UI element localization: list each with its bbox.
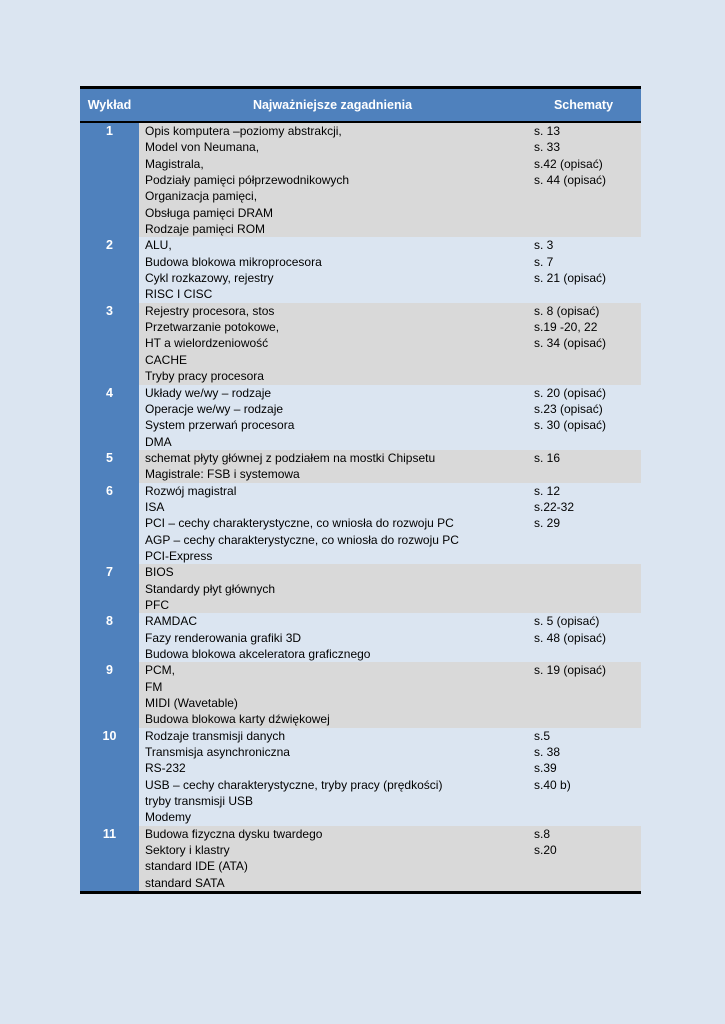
table-row xyxy=(80,564,641,613)
scheme-line: s. 13 xyxy=(534,124,561,138)
table-row xyxy=(80,613,641,662)
scheme-line: s. 3 xyxy=(534,238,554,253)
schemes-cell xyxy=(526,237,641,302)
topic-line: Rozwój magistral xyxy=(145,483,237,498)
table-row xyxy=(80,826,641,891)
scheme-line: s.22-32 xyxy=(534,499,575,514)
scheme-line: s. 34 (opisać) xyxy=(534,336,607,351)
topic-line: RS-232 xyxy=(145,761,186,776)
lecture-number: 1 xyxy=(80,123,139,237)
header-schemes: Schematy xyxy=(553,98,614,112)
topic-line: CACHE xyxy=(145,352,188,367)
topic-line: Rodzaje pamięci ROM xyxy=(145,222,266,237)
topic-line: ALU, xyxy=(145,238,172,253)
schemes-cell xyxy=(526,728,641,826)
schemes-cell xyxy=(526,483,641,565)
topic-line: Operacje we/wy – rodzaje xyxy=(145,401,284,416)
scheme-line: s. 30 (opisać) xyxy=(534,418,607,433)
table-row xyxy=(80,385,641,450)
lecture-number: 3 xyxy=(80,303,139,385)
scheme-line: s. 12 xyxy=(534,483,561,498)
scheme-line: s. 38 xyxy=(534,745,561,760)
schemes-cell xyxy=(526,123,641,237)
topic-line: DMA xyxy=(145,434,172,449)
schemes-cell xyxy=(526,662,641,727)
topic-line: System przerwań procesora xyxy=(145,418,295,433)
topic-line: Magistrala, xyxy=(145,156,204,171)
table-header xyxy=(80,89,641,123)
header-lecture: Wykład xyxy=(87,98,132,112)
lecture-number: 11 xyxy=(80,826,139,891)
scheme-line: s.23 (opisać) xyxy=(534,401,603,416)
lecture-number: 9 xyxy=(80,662,139,727)
header-topics: Najważniejsze zagadnienia xyxy=(252,98,413,112)
table-body xyxy=(80,123,641,891)
topic-line: PCI – cechy charakterystyczne, co wniosła do rozwoju PC xyxy=(145,516,454,531)
topics-cell xyxy=(139,450,526,483)
topics-cell xyxy=(139,303,526,385)
scheme-line: s.40 b) xyxy=(534,777,571,792)
topic-line: HT a wielordzeniowość xyxy=(145,336,269,351)
lecture-number: 5 xyxy=(80,450,139,483)
topic-line: Budowa blokowa mikroprocesora xyxy=(145,254,322,269)
scheme-line: s. 16 xyxy=(534,450,561,465)
lecture-number: 10 xyxy=(80,728,139,826)
topic-line: Opis komputera –poziomy abstrakcji, xyxy=(145,124,342,138)
scheme-line: s.39 xyxy=(534,761,557,776)
topic-line: Budowa blokowa akceleratora graficznego xyxy=(145,647,371,661)
scheme-line: s. 44 (opisać) xyxy=(534,173,607,188)
topics-cell xyxy=(139,385,526,450)
scheme-line: s. 19 (opisać) xyxy=(534,663,607,678)
topic-line: standard SATA xyxy=(145,875,225,890)
topics-cell xyxy=(139,564,526,613)
scheme-line: s.20 xyxy=(534,843,557,858)
topics-cell xyxy=(139,237,526,302)
schemes-cell xyxy=(526,613,641,662)
topic-line: Standardy płyt głównych xyxy=(145,581,276,596)
table-row xyxy=(80,662,641,727)
schemes-cell xyxy=(526,826,641,891)
topics-cell xyxy=(139,662,526,727)
topics-cell xyxy=(139,613,526,662)
table-row xyxy=(80,123,641,237)
lecture-number: 4 xyxy=(80,385,139,450)
topic-line: FM xyxy=(145,679,163,694)
topic-line: Rejestry procesora, stos xyxy=(145,303,275,318)
scheme-line: s.42 (opisać) xyxy=(534,156,603,171)
topic-line: PFC xyxy=(145,597,169,612)
topic-line: Podziały pamięci półprzewodnikowych xyxy=(145,173,350,188)
schemes-cell xyxy=(526,450,641,483)
topic-line: BIOS xyxy=(145,565,174,580)
scheme-line: s. 29 xyxy=(534,516,561,531)
topic-line: Układy we/wy – rodzaje xyxy=(145,385,272,400)
topics-cell xyxy=(139,483,526,565)
topic-line: Sektory i klastry xyxy=(145,843,230,858)
scheme-line: s. 48 (opisać) xyxy=(534,630,607,645)
topic-line: Budowa blokowa karty dźwiękowej xyxy=(145,712,330,727)
schemes-cell xyxy=(526,564,641,613)
topic-line: standard IDE (ATA) xyxy=(145,859,248,874)
lecture-number: 2 xyxy=(80,237,139,302)
topic-line: PCM, xyxy=(145,663,175,678)
schemes-cell xyxy=(526,385,641,450)
topic-line: Transmisja asynchroniczna xyxy=(145,745,290,760)
topic-line: RAMDAC xyxy=(145,614,198,629)
scheme-line: s. 8 (opisać) xyxy=(534,303,600,318)
topic-line: RISC I CISC xyxy=(145,287,213,302)
scheme-line: s. 5 (opisać) xyxy=(534,614,600,629)
lecture-number: 6 xyxy=(80,483,139,565)
topic-line: Tryby pracy procesora xyxy=(145,369,264,384)
table-row xyxy=(80,728,641,826)
lecture-table xyxy=(80,86,641,894)
topic-line: USB – cechy charakterystyczne, tryby pracy (prędkości) xyxy=(145,777,443,792)
table-row xyxy=(80,237,641,302)
scheme-line: s. 33 xyxy=(534,140,561,155)
topics-cell xyxy=(139,123,526,237)
topic-line: Obsługa pamięci DRAM xyxy=(145,205,274,220)
schemes-cell xyxy=(526,303,641,385)
topics-cell xyxy=(139,728,526,826)
topic-line: Model von Neumana, xyxy=(145,140,260,155)
topic-line: tryby transmisji USB xyxy=(145,794,254,809)
topic-line: MIDI (Wavetable) xyxy=(145,696,238,711)
scheme-line: s. 7 xyxy=(534,254,554,269)
lecture-number: 8 xyxy=(80,613,139,662)
topic-line: Budowa fizyczna dysku twardego xyxy=(145,826,323,841)
topic-line: AGP – cechy charakterystyczne, co wniosła do rozwoju PC xyxy=(145,532,459,547)
topic-line: Magistrale: FSB i systemowa xyxy=(145,467,300,482)
table-row xyxy=(80,450,641,483)
topic-line: Modemy xyxy=(145,810,192,825)
topics-cell xyxy=(139,826,526,891)
topic-line: Fazy renderowania grafiki 3D xyxy=(145,630,302,645)
scheme-line: s. 20 (opisać) xyxy=(534,385,607,400)
topic-line: Cykl rozkazowy, rejestry xyxy=(145,271,274,286)
table-row xyxy=(80,483,641,565)
scheme-line: s. 21 (opisać) xyxy=(534,271,607,286)
scheme-line: s.19 -20, 22 xyxy=(534,320,598,335)
table-row xyxy=(80,303,641,385)
topic-line: ISA xyxy=(145,499,165,514)
topic-line: Przetwarzanie potokowe, xyxy=(145,320,280,335)
topic-line: Rodzaje transmisji danych xyxy=(145,728,286,743)
scheme-line: s.5 xyxy=(534,728,551,743)
topic-line: PCI-Express xyxy=(145,548,213,563)
lecture-number: 7 xyxy=(80,564,139,613)
topic-line: schemat płyty głównej z podziałem na mostki Chipsetu xyxy=(145,450,436,465)
scheme-line: s.8 xyxy=(534,826,551,841)
topic-line: Organizacja pamięci, xyxy=(145,189,258,204)
